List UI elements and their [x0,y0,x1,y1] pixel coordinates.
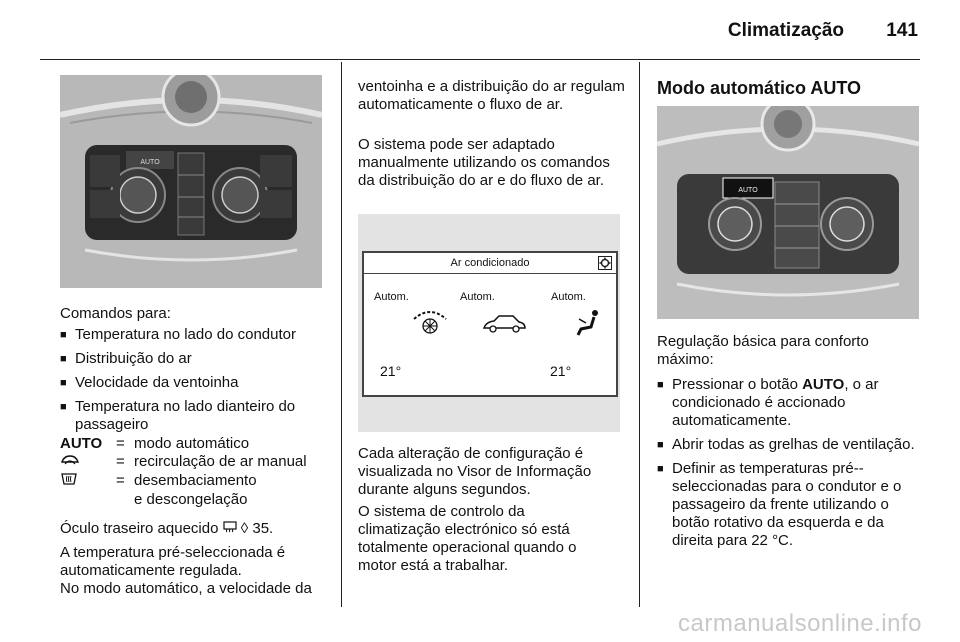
seat-airflow-icon [576,309,602,337]
basic-setting-text: Regulação básica para conforto máximo: [657,333,869,368]
climate-panel-photo [60,75,322,288]
defrost-icon [60,472,78,486]
system-operational-text: O sistema de controlo da climatização electrónico só está totalmente operacional quando o motor está a trabalhar. [358,503,577,574]
controls-intro: Comandos para: [60,305,171,322]
controls-list [60,326,330,440]
settings-icon [598,256,612,270]
change-display-text: Cada alteração de configuração é visualizada no Visor de Informação durante alguns segundos. [358,445,592,498]
header-rule [40,59,920,60]
legend-row-defrost: = desembaciamento [60,472,335,491]
page-reference-icon: ◊ [240,520,249,537]
auto-button-label: AUTO [140,159,160,166]
fan-mode-label: Autom. [374,291,409,303]
temperature-right: 21° [550,363,572,379]
adapt-text: O sistema pode ser adaptado manualmente utilizando os comandos da distribuição do ar e do fluxo de ar. [358,136,610,189]
auto-mode-text-start: No modo automático, a velocidade da [60,580,312,597]
legend-row-defrost-cont: e descongelação [134,491,248,508]
display-frame [362,251,618,397]
car-distribution-icon [481,313,527,335]
list-item: ■ Pressionar o botão AUTO, o ar condicionado é accionado automaticamente. [657,376,927,430]
auto-button-label: AUTO [738,187,758,194]
rear-window-line: Óculo traseiro aquecido ◊ 35. [60,520,274,537]
fan-icon [410,309,450,335]
auto-mode-text-cont: ventoinha e a distribuição do ar regulam automaticamente o fluxo de ar. [358,78,625,113]
temperature-left: 21° [380,363,402,379]
page-title: Climatização [727,20,844,41]
column-divider-right [639,62,640,607]
list-item: ■ Distribuição do ar [60,350,330,368]
watermark: carmanualsonline.info [678,610,922,637]
list-item: ■ Velocidade da ventoinha [60,374,330,392]
info-display-screenshot [358,214,620,432]
recirculation-icon [60,453,80,467]
page-number: 141 [886,20,918,41]
rear-window-heating-icon [223,521,237,533]
section-heading: Modo automático AUTO [657,78,861,98]
legend-key: AUTO [60,435,103,452]
distribution-mode-label: Autom. [460,291,495,303]
auto-steps-list [657,376,927,556]
auto-button-photo [657,106,919,319]
list-item: ■ Temperatura no lado dianteiro do passageiro [60,398,330,434]
seat-mode-label: Autom. [551,291,586,303]
list-item: ■ Abrir todas as grelhas de ventilação. [657,436,927,454]
symbol-legend [60,435,335,509]
list-item: ■ Temperatura no lado do condutor [60,326,330,344]
legend-row-auto: AUTO = modo automático [60,435,250,452]
legend-row-recirculation: = recirculação de ar manual [60,453,335,472]
list-item: ■ Definir as temperaturas pré--seleccionadas para o condutor e o passageiro da frente utilizando o botão rotativo da esquerda e da direita para 22 °C. [657,460,927,550]
display-title: Ar condicionado [450,257,530,269]
column-divider-left [341,62,342,607]
temp-preselect-text: A temperatura pré-seleccionada é automaticamente regulada. [60,544,286,579]
